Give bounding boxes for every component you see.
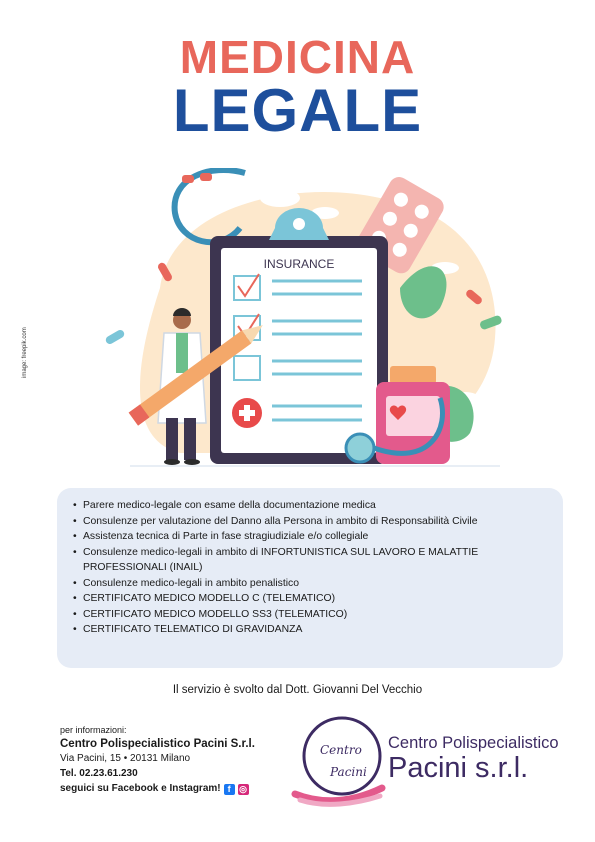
service-item: • Assistenza tecnica di Parte in fase stragiudiziale e/o collegiale (73, 529, 547, 545)
instagram-icon[interactable]: ◎ (239, 783, 248, 794)
services-panel (57, 488, 563, 668)
contact-info (60, 724, 320, 797)
medical-clipboard-illustration (100, 168, 520, 478)
service-item: • CERTIFICATO TELEMATICO DI GRAVIDANZA (73, 622, 547, 638)
social-text: seguici su Facebook e Instagram! (60, 783, 221, 794)
service-item: • Consulenze per valutazione del Danno alla Persona in ambito di Responsabilità Civile (73, 514, 547, 530)
cloud (260, 189, 300, 207)
clipboard-label: INSURANCE (263, 257, 335, 271)
service-item: • Parere medico-legale con esame della documentazione medica (73, 498, 547, 514)
logo-word-pacini: Pacini (330, 765, 367, 779)
facebook-icon[interactable]: f (224, 784, 235, 795)
title-line-1: MEDICINA (179, 31, 416, 83)
service-item: • Consulenze medico-legali in ambito di INFORTUNISTICA SUL LAVORO E MALATTIE PROFESSIONALI (INAIL) (73, 545, 547, 576)
image-credit: image: freepik.com (22, 327, 28, 378)
contact-label: per informazioni: (60, 725, 127, 735)
brand-line-1: Centro Polispecialistico (388, 734, 559, 752)
service-item: • CERTIFICATO MEDICO MODELLO SS3 (TELEMATICO) (73, 607, 547, 623)
cloud (115, 295, 155, 311)
pill-bottle-cap (390, 366, 436, 384)
company-name: Centro Polispecialistico Pacini S.r.l. (60, 738, 255, 750)
services-list (73, 498, 547, 638)
pacini-logo-mark (290, 712, 390, 812)
service-item: • CERTIFICATO MEDICO MODELLO C (TELEMATICO) (73, 591, 547, 607)
social-line (60, 781, 320, 797)
title-line-2: LEGALE (172, 77, 423, 144)
brand-line-2: Pacini s.r.l. (388, 752, 529, 784)
servizio-text: Il servizio è svolto dal Dott. Giovanni Del Vecchio (172, 684, 423, 696)
phone-number: Tel. 02.23.61.230 (60, 768, 138, 779)
logo-word-centro: Centro (320, 743, 362, 757)
address: Via Pacini, 15 • 20131 Milano (60, 753, 191, 764)
service-item: • Consulenze medico-legali in ambito penalistico (73, 576, 547, 592)
